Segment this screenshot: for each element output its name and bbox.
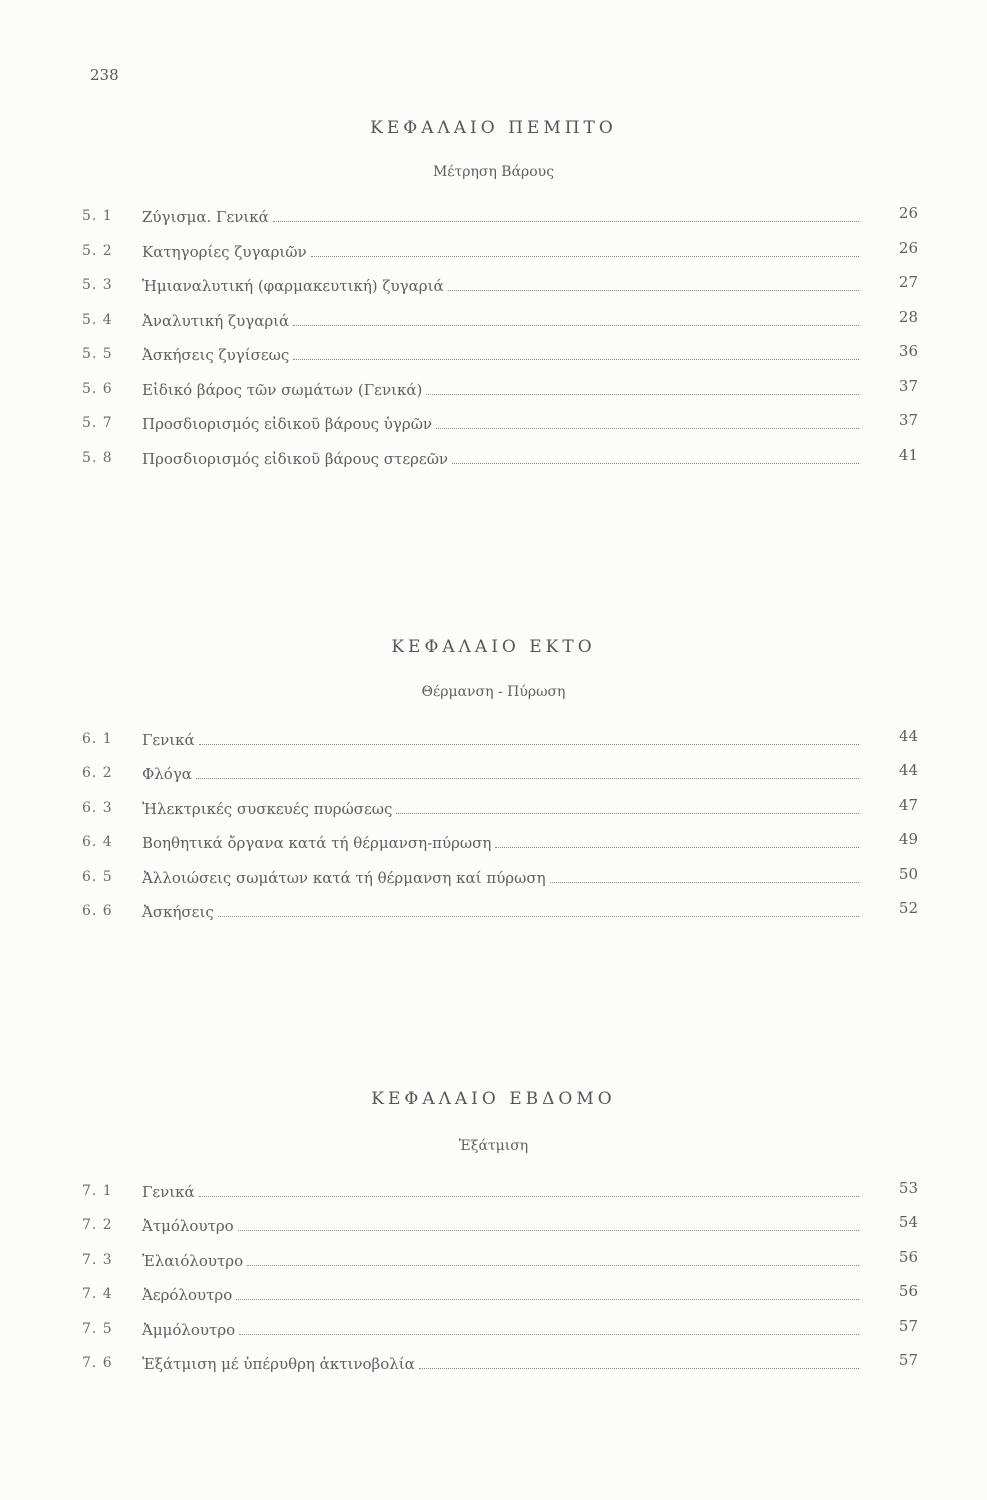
toc-entry-number: 6. 3: [82, 800, 113, 816]
dot-leader: [436, 415, 859, 429]
chapter-subtitle: Μέτρηση Βάρους: [432, 164, 555, 180]
toc-entry: [82, 1351, 918, 1377]
dot-leader: [247, 1252, 859, 1266]
toc-entry-page: 57: [898, 1317, 918, 1335]
dot-leader: [452, 450, 859, 464]
dot-leader: [396, 800, 859, 814]
toc-entry: [82, 761, 918, 787]
toc-entry-page: 26: [898, 239, 918, 257]
toc-entry-number: 5. 2: [82, 243, 113, 259]
toc-entry-title: Ἀσκήσεις ζυγίσεως: [142, 346, 290, 364]
toc-entry-title: Γενικά: [142, 1183, 195, 1201]
dot-leader: [426, 381, 859, 395]
toc-entry-number: 6. 4: [82, 834, 113, 850]
dot-leader: [550, 869, 859, 883]
toc-entry-number: 7. 5: [82, 1321, 113, 1337]
toc-entry-number: 7. 1: [82, 1183, 113, 1199]
toc-entry-number: 6. 6: [82, 903, 113, 919]
toc-entry-title: Ἐξάτμιση μέ ὑπέρυθρη ἀκτινοβολία: [142, 1355, 415, 1373]
chapter-title: ΚΕΦΑΛΑΙΟ ΕΒΔΟΜΟ: [371, 1089, 616, 1109]
toc-entry-number: 7. 2: [82, 1217, 113, 1233]
chapter-title: ΚΕΦΑΛΑΙΟ ΕΚΤΟ: [391, 637, 596, 657]
toc-entry-page: 44: [898, 761, 918, 779]
toc-entry-number: 5. 8: [82, 450, 113, 466]
toc-entry-page: 47: [898, 796, 918, 814]
chapter-subtitle: Θέρμανση - Πύρωση: [421, 684, 566, 700]
toc-entry-number: 5. 1: [82, 208, 113, 224]
toc-entry-title: Ἠλεκτρικές συσκευές πυρώσεως: [142, 800, 393, 818]
toc-entry-page: 41: [898, 446, 918, 464]
toc-entry-page: 44: [898, 727, 918, 745]
dot-leader: [236, 1286, 859, 1300]
dot-leader: [238, 1217, 859, 1231]
toc-entry-title: Ἀερόλουτρο: [142, 1286, 233, 1304]
toc-entry-number: 5. 3: [82, 277, 113, 293]
dot-leader: [448, 277, 859, 291]
toc-entry-title: Ἀναλυτική ζυγαριά: [142, 312, 290, 330]
toc-entry-page: 56: [898, 1248, 918, 1266]
dot-leader: [239, 1321, 859, 1335]
toc-entry-title: Φλόγα: [142, 765, 192, 783]
toc-entry-page: 37: [898, 411, 918, 429]
toc-entry: [82, 865, 918, 891]
toc-entry: [82, 1179, 918, 1205]
chapter-title: ΚΕΦΑΛΑΙΟ ΠΕΜΠΤΟ: [370, 118, 617, 138]
toc-entry-number: 7. 3: [82, 1252, 113, 1268]
toc-entry-number: 6. 1: [82, 731, 113, 747]
toc-entry-page: 49: [898, 830, 918, 848]
toc-entry: [82, 727, 918, 753]
toc-entry: [82, 377, 918, 403]
toc-entry: [82, 308, 918, 334]
toc-entry-title: Προσδιορισμός εἰδικοῦ βάρους στερεῶν: [142, 450, 449, 468]
toc-entry-page: 54: [898, 1213, 918, 1231]
toc-entry-title: Ἐλαιόλουτρο: [142, 1252, 244, 1270]
dot-leader: [293, 346, 859, 360]
toc-entry-number: 7. 4: [82, 1286, 113, 1302]
toc-entry: [82, 796, 918, 822]
toc-entry-title: Εἰδικό βάρος τῶν σωμάτων (Γενικά): [142, 381, 423, 399]
toc-entry: [82, 273, 918, 299]
dot-leader: [293, 312, 859, 326]
toc-entry-number: 5. 4: [82, 312, 113, 328]
toc-entry-page: 26: [898, 204, 918, 222]
toc-entry-page: 56: [898, 1282, 918, 1300]
toc-entry-title: Ἀτμόλουτρο: [142, 1217, 234, 1235]
toc-entry-title: Βοηθητικά ὄργανα κατά τή θέρμανση-πύρωση: [142, 834, 492, 852]
toc-entry-number: 5. 7: [82, 415, 113, 431]
toc-entry-page: 37: [898, 377, 918, 395]
toc-entry-page: 28: [898, 308, 918, 326]
chapter-subtitle: Ἐξάτμιση: [458, 1138, 529, 1154]
toc-entry-page: 53: [898, 1179, 918, 1197]
dot-leader: [273, 208, 859, 222]
dot-leader: [199, 1183, 859, 1197]
toc-entry-title: Ἀσκήσεις: [142, 903, 214, 921]
toc-entry: [82, 1317, 918, 1343]
toc-entry: [82, 1248, 918, 1274]
toc-entry-number: 5. 6: [82, 381, 113, 397]
toc-entry-title: Ζύγισμα. Γενικά: [142, 208, 269, 226]
toc-entry: [82, 411, 918, 437]
toc-entry-number: 6. 2: [82, 765, 113, 781]
toc-entry-page: 27: [898, 273, 918, 291]
toc-entry-number: 6. 5: [82, 869, 113, 885]
toc-entry-title: Γενικά: [142, 731, 195, 749]
toc-entry-title: Κατηγορίες ζυγαριῶν: [142, 243, 307, 261]
toc-entry: [82, 446, 918, 472]
dot-leader: [311, 243, 859, 257]
dot-leader: [495, 834, 859, 848]
toc-entry-page: 52: [898, 899, 918, 917]
toc-entry: [82, 830, 918, 856]
toc-entry: [82, 1282, 918, 1308]
toc-entry: [82, 204, 918, 230]
toc-entry-title: Ἡμιαναλυτική (φαρμακευτική) ζυγαριά: [142, 277, 444, 295]
dot-leader: [419, 1355, 859, 1369]
dot-leader: [196, 765, 859, 779]
toc-entry-title: Ἀμμόλουτρο: [142, 1321, 236, 1339]
toc-entry-number: 7. 6: [82, 1355, 113, 1371]
dot-leader: [199, 731, 859, 745]
toc-entry-page: 36: [898, 342, 918, 360]
page-number: 238: [90, 66, 119, 84]
toc-entry-page: 57: [898, 1351, 918, 1369]
toc-entry-title: Ἀλλοιώσεις σωμάτων κατά τή θέρμανση καί πύρωση: [142, 869, 546, 887]
toc-entry-number: 5. 5: [82, 346, 113, 362]
toc-entry-page: 50: [898, 865, 918, 883]
dot-leader: [218, 903, 859, 917]
toc-entry: [82, 342, 918, 368]
toc-entry-title: Προσδιορισμός εἰδικοῦ βάρους ὑγρῶν: [142, 415, 433, 433]
toc-entry: [82, 1213, 918, 1239]
toc-entry: [82, 899, 918, 925]
toc-entry: [82, 239, 918, 265]
